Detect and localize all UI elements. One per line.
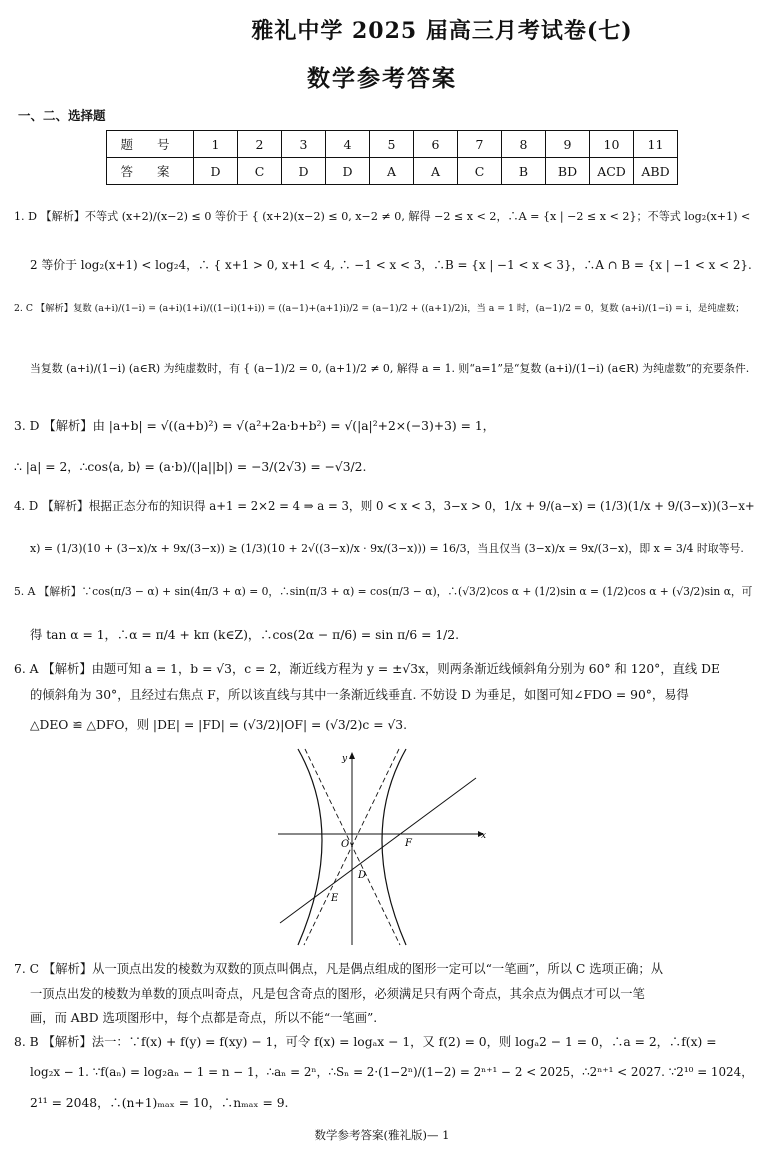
question-number: 7 bbox=[458, 131, 502, 158]
question-number: 8 bbox=[502, 131, 546, 158]
answer-cell: C bbox=[458, 158, 502, 185]
label-y: y bbox=[342, 754, 348, 764]
q3-line-1: 3. D 【解析】由 |a+b| = √((a+b)²) = √(a²+2a·b+b²) = √(|a|²+2×(−3)+3) = 1， bbox=[14, 419, 495, 433]
question-number: 5 bbox=[370, 131, 414, 158]
label-D: D bbox=[358, 870, 367, 881]
question-number: 4 bbox=[326, 131, 370, 158]
q2-line-1: 2. C 【解析】复数 (a+i)/(1−i) = (a+i)(1+i)/((1−i)(1+i)) = ((a−1)+(a+1)i)/2 = (a−1)/2 + ((a+1)/2)i，当 a = 1 时，(a−1)/2 = 0，复数 (a+i)/(1−i) = i，是纯虚数； bbox=[14, 303, 745, 314]
hyperbola-figure bbox=[270, 745, 490, 950]
answer-cell: BD bbox=[546, 158, 590, 185]
page-title: 雅礼中学 2025 届高三月考试卷(七) bbox=[251, 18, 633, 44]
q6-line-2: 的倾斜角为 30°，且经过右焦点 F，所以该直线与其中一条渐近线垂直. 不妨设 D 为垂足，如图可知∠FDO = 90°，易得 bbox=[30, 688, 689, 702]
section-heading: 一、二、选择题 bbox=[18, 108, 106, 123]
q1-line-2: 2 等价于 log₂(x+1) < log₂4，∴ { x+1 > 0, x+1 < 4, ∴ −1 < x < 3，∴B = {x | −1 < x < 3}，∴A ∩ B = {x | −1 < x < 2}. bbox=[30, 258, 752, 272]
page-subtitle: 数学参考答案 bbox=[307, 65, 457, 92]
q7-line-2: 一顶点出发的棱数为单数的顶点叫奇点，凡是包含奇点的图形，必须满足只有两个奇点，其余点为偶点才可以一笔 bbox=[30, 987, 645, 1001]
q2-line-2: 当复数 (a+i)/(1−i) (a∈R) 为纯虚数时，有 { (a−1)/2 = 0, (a+1)/2 ≠ 0, 解得 a = 1. 则“a=1”是“复数 (a+i)/(1−i) (a∈R) 为纯虚数”的充要条件. bbox=[30, 362, 750, 375]
q5-line-1: 5. A 【解析】∵cos(π/3 − α) + sin(4π/3 + α) = 0，∴sin(π/3 + α) = cos(π/3 − α)，∴(√3/2)cos α + (1/2)sin α = (1/2)cos α + (√3/2)sin α，可 bbox=[14, 585, 753, 598]
answer-cell: ACD bbox=[590, 158, 634, 185]
question-number: 10 bbox=[590, 131, 634, 158]
q6-line-1: 6. A 【解析】由题可知 a = 1，b = √3，c = 2，渐近线方程为 y = ±√3x，则两条渐近线倾斜角分别为 60° 和 120°，直线 DE bbox=[14, 662, 720, 676]
question-number: 2 bbox=[238, 131, 282, 158]
answer-table bbox=[106, 130, 678, 185]
q8-line-1: 8. B 【解析】法一：∵f(x) + f(y) = f(xy) − 1，可令 f(x) = logₐx − 1，又 f(2) = 0，则 logₐ2 − 1 = 0，∴a = 2，∴f(x) = bbox=[14, 1035, 717, 1049]
q7-line-3: 画，而 ABD 选项图形中，每个点都是奇点，所以不能“一笔画”. bbox=[30, 1011, 378, 1025]
q4-line-1: 4. D 【解析】根据正态分布的知识得 a+1 = 2×2 = 4 ⇒ a = 3，则 0 < x < 3，3−x > 0，1/x + 9/(a−x) = (1/3)(1/x + 9/(3−x))(3−x+ bbox=[14, 499, 755, 513]
answer-cell: D bbox=[326, 158, 370, 185]
answer-cell: ABD bbox=[634, 158, 678, 185]
q4-line-2: x) = (1/3)(10 + (3−x)/x + 9x/(3−x)) ≥ (1/3)(10 + 2√((3−x)/x · 9x/(3−x))) = 16/3，当且仅当 (3−x)/x = 9x/(3−x)，即 x = 3/4 时取等号. bbox=[30, 542, 744, 555]
question-number: 3 bbox=[282, 131, 326, 158]
answer-cell: A bbox=[414, 158, 458, 185]
answer-cell: D bbox=[282, 158, 326, 185]
q8-line-2: log₂x − 1. ∵f(aₙ) = log₂aₙ − 1 = n − 1，∴aₙ = 2ⁿ，∴Sₙ = 2·(1−2ⁿ)/(1−2) = 2ⁿ⁺¹ − 2 < 2025，∴2ⁿ⁺¹ < 2027. ∵2¹⁰ = 1024， bbox=[30, 1065, 754, 1079]
question-number: 1 bbox=[194, 131, 238, 158]
label-F: F bbox=[405, 838, 412, 849]
answer-cell: D bbox=[194, 158, 238, 185]
page-footer: 数学参考答案(雅礼版)— 1 bbox=[314, 1128, 450, 1142]
table-row bbox=[107, 158, 678, 185]
question-number: 6 bbox=[414, 131, 458, 158]
q5-line-2: 得 tan α = 1，∴α = π/4 + kπ (k∈Z)，∴cos(2α − π/6) = sin π/6 = 1/2. bbox=[30, 628, 460, 642]
table-row bbox=[107, 131, 678, 158]
q8-line-3: 2¹¹ = 2048，∴(n+1)ₘₐₓ = 10，∴nₘₐₓ = 9. bbox=[30, 1096, 289, 1110]
answer-cell: A bbox=[370, 158, 414, 185]
q7-line-1: 7. C 【解析】从一顶点出发的棱数为双数的顶点叫偶点，凡是偶点组成的图形一定可以“一笔画”，所以 C 选项正确；从 bbox=[14, 962, 664, 976]
question-number: 9 bbox=[546, 131, 590, 158]
row-label-number: 题 号 bbox=[107, 131, 194, 158]
label-E: E bbox=[331, 893, 339, 904]
line-DE bbox=[280, 778, 476, 923]
question-number: 11 bbox=[634, 131, 678, 158]
q6-line-3: △DEO ≌ △DFO，则 |DE| = |FD| = (√3/2)|OF| = (√3/2)c = √3. bbox=[30, 718, 408, 732]
answer-cell: B bbox=[502, 158, 546, 185]
q1-line-1: 1. D 【解析】不等式 (x+2)/(x−2) ≤ 0 等价于 { (x+2)(x−2) ≤ 0, x−2 ≠ 0, 解得 −2 ≤ x < 2，∴A = {x | −2 ≤ x < 2}；不等式 log₂(x+1) < bbox=[14, 210, 751, 223]
label-O: O bbox=[341, 839, 350, 850]
y-axis-arrow bbox=[349, 752, 355, 759]
answer-cell: C bbox=[238, 158, 282, 185]
q3-line-2: ∴ |a| = 2，∴cos⟨a, b⟩ = (a·b)/(|a||b|) = −3/(2√3) = −√3/2. bbox=[14, 460, 367, 474]
label-x: x bbox=[481, 831, 487, 841]
row-label-answer: 答 案 bbox=[107, 158, 194, 185]
